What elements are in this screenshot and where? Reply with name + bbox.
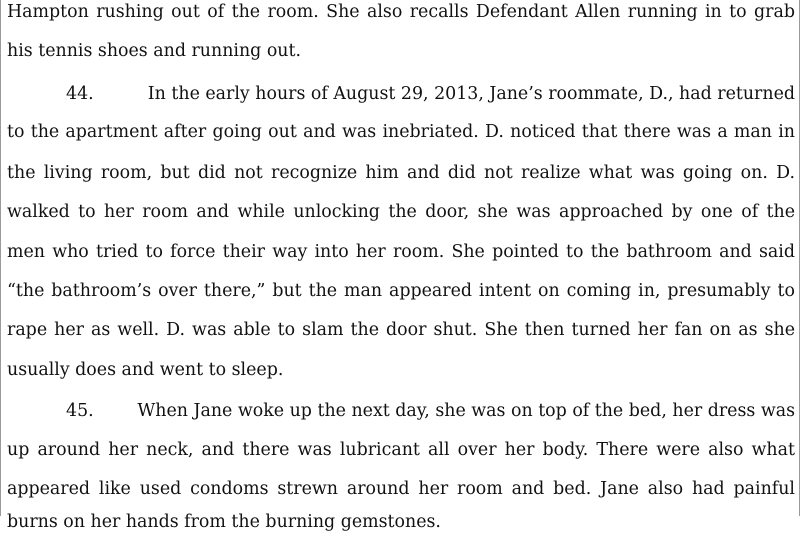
- text-line: walked to her room and while unlocking the door, she was approached by one of the: [7, 202, 795, 222]
- text-line: rape her as well. D. was able to slam the door shut. She then turned her fan on as she: [7, 320, 795, 340]
- text-line: usually does and went to sleep.: [7, 360, 284, 380]
- text-line: the living room, but did not recognize him and did not realize what was going on. D.: [7, 163, 795, 183]
- text-line: men who tried to force their way into her room. She pointed to the bathroom and said: [7, 242, 795, 262]
- text-line: up around her neck, and there was lubricant all over her body. There were also what: [7, 440, 795, 460]
- text-line: his tennis shoes and running out.: [7, 41, 302, 61]
- paragraph-44-first-line: [7, 83, 795, 105]
- text-line: Hampton rushing out of the room. She also recalls Defendant Allen running in to grab: [7, 2, 795, 22]
- text-line: appeared like used condoms strewn around her room and bed. Jane also had painful: [7, 479, 795, 499]
- text-line: burns on her hands from the burning gemstones.: [7, 512, 441, 532]
- paragraph-45-first-line: [7, 400, 795, 422]
- text-line: to the apartment after going out and was inebriated. D. noticed that there was a man in: [7, 122, 795, 142]
- paragraph-number-45: 45.: [66, 401, 94, 421]
- paragraph-number-44: 44.: [66, 84, 94, 104]
- text-line: In the early hours of August 29, 2013, Jane’s roommate, D., had returned: [147, 84, 795, 104]
- text-line: “the bathroom’s over there,” but the man appeared intent on coming in, presumably to: [7, 281, 795, 301]
- text-line: When Jane woke up the next day, she was on top of the bed, her dress was: [137, 401, 795, 421]
